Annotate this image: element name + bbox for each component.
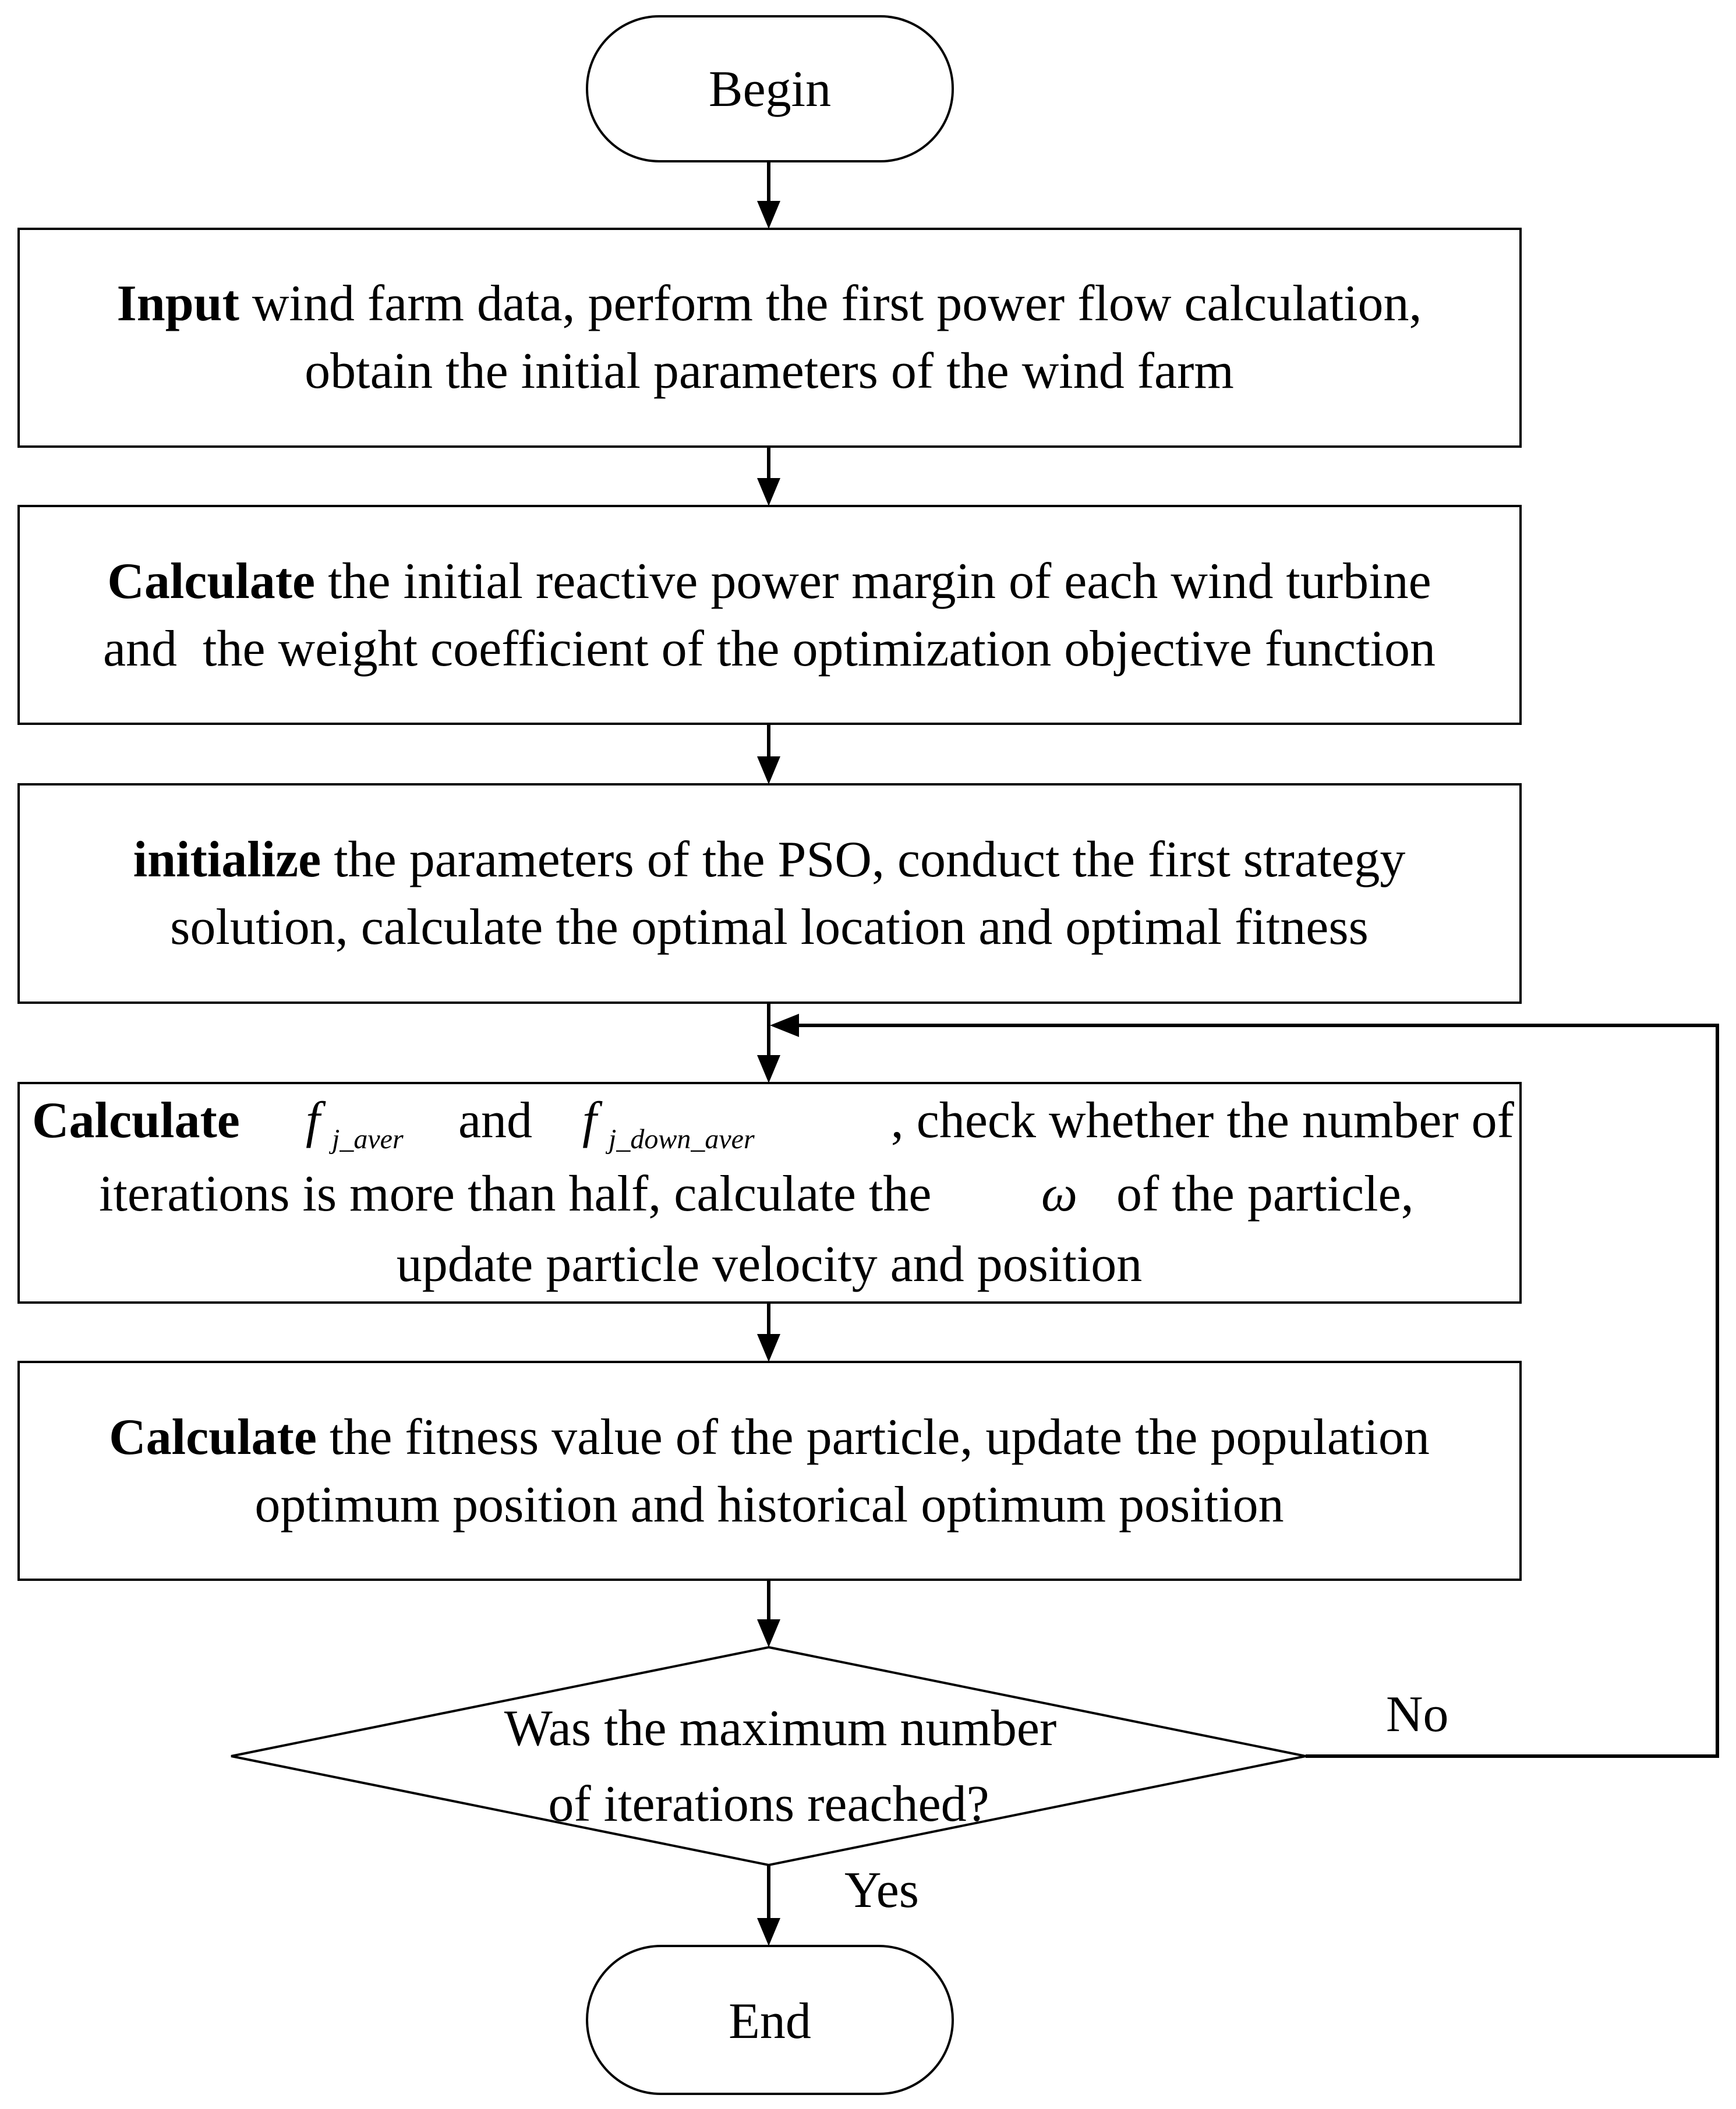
no-label: No <box>1386 1686 1449 1743</box>
step-3 <box>19 784 1521 1003</box>
svg-text:optimum position and historica: optimum position and historical optimum position <box>254 1477 1284 1533</box>
svg-text:obtain the initial parameters: obtain the initial parameters of the wind farm <box>305 343 1234 399</box>
end-label: End <box>729 1993 811 2050</box>
svg-text:update particle velocity and p: update particle velocity and position <box>396 1236 1143 1293</box>
arrowhead-icon <box>757 1918 780 1946</box>
svg-text:f: f <box>306 1092 320 1149</box>
arrowhead-icon <box>757 1619 780 1647</box>
arrowhead-icon <box>757 1055 780 1083</box>
arrowhead-icon <box>757 478 780 506</box>
svg-text:and: and <box>458 1092 533 1149</box>
svg-text:Calculate the fitness value of: Calculate the fitness value of the particle, update the population <box>109 1409 1430 1466</box>
svg-text:Calculate: Calculate <box>32 1092 240 1149</box>
svg-text:Input wind farm data, perform: Input wind farm data, perform the first power flow calculation, <box>116 275 1422 332</box>
step-1 <box>19 229 1521 447</box>
decision-max-iterations <box>231 1647 1306 1865</box>
svg-text:Was the maximum number: Was the maximum number <box>504 1700 1057 1757</box>
svg-text:solution, calculate the optima: solution, calculate the optimal location and optimal fitness <box>170 899 1369 956</box>
svg-text:of iterations reached?: of iterations reached? <box>548 1776 989 1832</box>
svg-text:and the weight coefficient of: and the weight coefficient of the optimization objective function <box>102 621 1436 677</box>
arrowhead-icon <box>757 201 780 229</box>
step-5 <box>19 1362 1521 1580</box>
svg-text:of the particle,: of the particle, <box>1116 1166 1414 1222</box>
svg-text:f: f <box>582 1092 597 1149</box>
svg-text:iterations is more than half,: iterations is more than half, calculate the <box>99 1166 932 1222</box>
step-2 <box>19 506 1521 724</box>
arrowhead-icon <box>757 1334 780 1362</box>
arrowhead-icon <box>770 1014 799 1037</box>
svg-text:, check whether the number of: , check whether the number of <box>890 1092 1514 1149</box>
arrowhead-icon <box>757 756 780 784</box>
svg-text:j_aver: j_aver <box>332 1124 404 1155</box>
svg-text:Calculate the initial reactive: Calculate the initial reactive power margin of each wind turbine <box>107 553 1431 610</box>
svg-text:j_down_aver: j_down_aver <box>609 1124 755 1155</box>
step-4 <box>19 1083 1521 1303</box>
begin-label: Begin <box>708 61 832 118</box>
svg-text:initialize the parameters of t: initialize the parameters of the PSO, conduct the first strategy <box>133 831 1406 888</box>
svg-text:ω: ω <box>1041 1166 1078 1222</box>
yes-label: Yes <box>844 1862 920 1919</box>
